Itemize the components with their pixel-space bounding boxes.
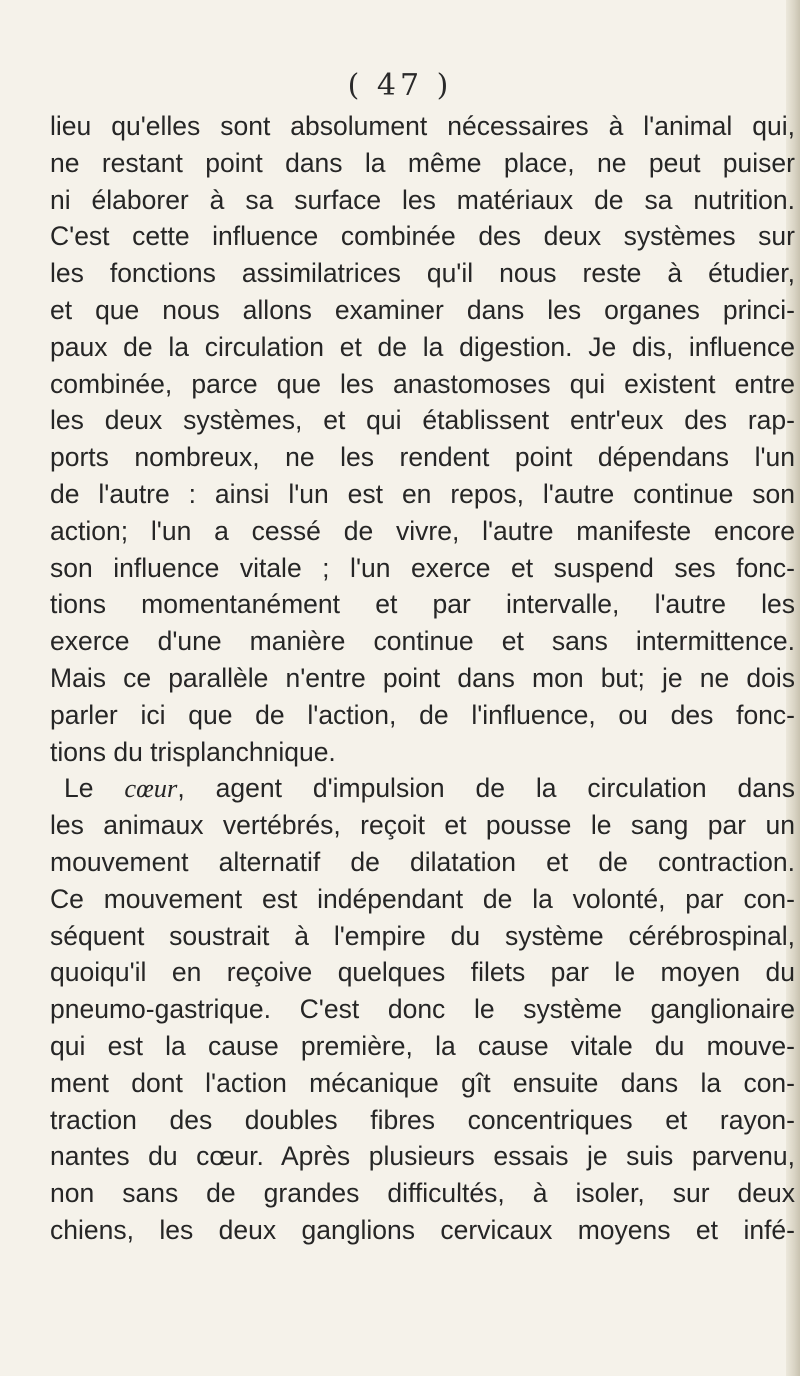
text-line: qui est la cause première, la cause vitale du mouve- bbox=[50, 1030, 795, 1061]
page-number: ( 47 ) bbox=[347, 68, 453, 103]
text-line: les deux systèmes, et qui établissent entr'eux des rap- bbox=[50, 405, 795, 436]
text-line: quoiqu'il en reçoive quelques filets par le moyen du bbox=[50, 957, 795, 988]
text-line: exerce d'une manière continue et sans intermittence. bbox=[50, 626, 795, 657]
text-line: et que nous allons examiner dans les organes princi- bbox=[50, 294, 795, 325]
text-line: mouvement alternatif de dilatation et de contraction. bbox=[50, 846, 795, 877]
text-line: parler ici que de l'action, de l'influence, ou des fonc- bbox=[50, 699, 795, 730]
text-line: chiens, les deux ganglions cervicaux moyens et infé- bbox=[50, 1214, 795, 1245]
paragraph-prefix: Le bbox=[64, 773, 94, 804]
text-line: paux de la circulation et de la digestion. Je dis, influence bbox=[50, 331, 795, 362]
text-line: son influence vitale ; l'un exerce et suspend ses fonc- bbox=[50, 552, 795, 583]
text-line: ni élaborer à sa surface les matériaux de sa nutrition. bbox=[50, 184, 795, 215]
body-text bbox=[50, 108, 795, 1249]
text-line: traction des doubles fibres concentriques et rayon- bbox=[50, 1104, 795, 1135]
text-line: non sans de grandes difficultés, à isoler, sur deux bbox=[50, 1178, 795, 1209]
text-line: ment dont l'action mécanique gît ensuite dans la con- bbox=[50, 1067, 795, 1098]
text-line: ne restant point dans la même place, ne peut puiser bbox=[50, 147, 795, 178]
paragraph-line-rest: , agent d'impulsion de la circulation dans bbox=[177, 773, 795, 804]
text-line: combinée, parce que les anastomoses qui existent entre bbox=[50, 368, 795, 399]
text-line: séquent soustrait à l'empire du système cérébrospinal, bbox=[50, 920, 795, 951]
text-line: les animaux vertébrés, reçoit et pousse le sang par un bbox=[50, 810, 795, 841]
text-line: pneumo-gastrique. C'est donc le système ganglionaire bbox=[50, 994, 795, 1025]
text-line: C'est cette influence combinée des deux systèmes sur bbox=[50, 221, 795, 252]
text-line: ports nombreux, ne les rendent point dépendans l'un bbox=[50, 442, 795, 473]
italic-term: cœur bbox=[124, 773, 178, 804]
text-line: lieu qu'elles sont absolument nécessaires à l'animal qui, bbox=[50, 111, 795, 141]
text-line: les fonctions assimilatrices qu'il nous reste à étudier, bbox=[50, 258, 795, 289]
text-line: Ce mouvement est indépendant de la volonté, par con- bbox=[50, 883, 795, 914]
text-line: Mais ce parallèle n'entre point dans mon but; je ne dois bbox=[50, 662, 795, 693]
text-line: action; l'un a cessé de vivre, l'autre manifeste encore bbox=[50, 515, 795, 546]
text-line: de l'autre : ainsi l'un est en repos, l'autre continue son bbox=[50, 478, 795, 509]
text-line: tions momentanément et par intervalle, l'autre les bbox=[50, 589, 795, 620]
paragraph-start-line bbox=[50, 770, 795, 807]
text-line: nantes du cœur. Après plusieurs essais je suis parvenu, bbox=[50, 1141, 795, 1172]
text-line: tions du trisplanchnique. bbox=[50, 736, 336, 767]
